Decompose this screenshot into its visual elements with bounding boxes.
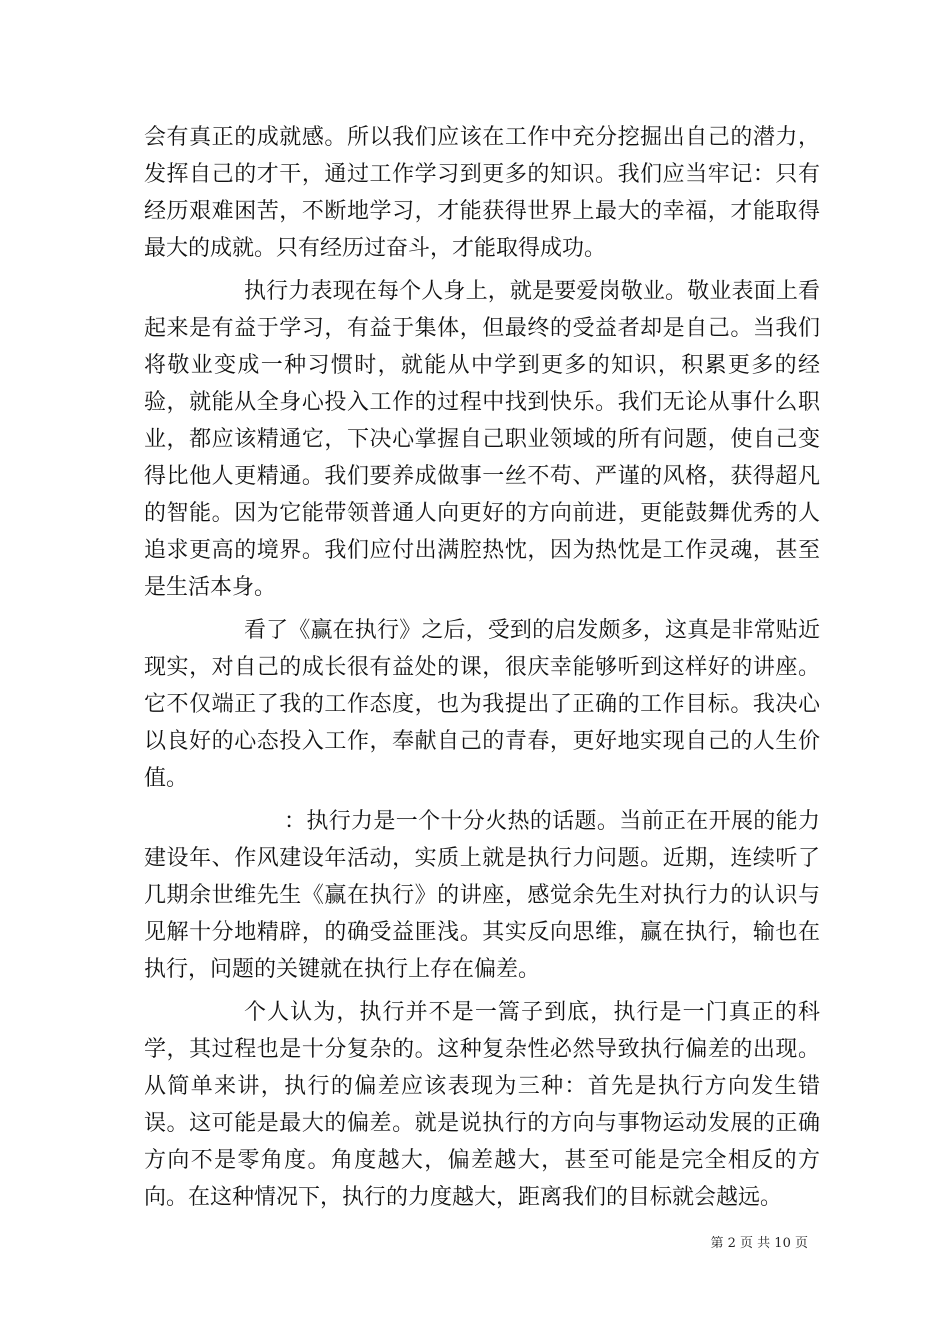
footer-current-page: 2 <box>727 1236 736 1251</box>
footer-suffix: 页 <box>794 1236 808 1251</box>
document-body <box>144 119 820 1222</box>
paragraph-1: 会有真正的成就感。所以我们应该在工作中充分挖掘出自己的潜力，发挥自己的才干，通过工作学习到更多的知识。我们应当牢记：只有经历艰难困苦，不断地学习，才能获得世界上最大的幸福，才能取得最大的成就。只有经历过奋斗，才能取得成功。 <box>144 125 820 261</box>
footer-middle: 页 共 <box>740 1236 771 1251</box>
paragraph-5: 个人认为，执行并不是一篙子到底，执行是一门真正的科学，其过程也是十分复杂的。这种复杂性必然导致执行偏差的出现。从简单来讲，执行的偏差应该表现为三种：首先是执行方向发生错误。这可能是最大的偏差。就是说执行的方向与事物运动发展的正确方向不是零角度。角度越大，偏差越大，甚至可能是完全相反的方向。在这种情况下，执行的力度越大，距离我们的目标就会越远。 <box>144 1000 820 1210</box>
paragraph-4: ：执行力是一个十分火热的话题。当前正在开展的能力建设年、作风建设年活动，实质上就是执行力问题。近期，连续听了几期余世维先生《赢在执行》的讲座，感觉余先生对执行力的认识与见解十分地精辟，的确受益匪浅。其实反向思维，赢在执行，输也在执行，问题的关键就在执行上存在偏差。 <box>144 809 820 982</box>
page-footer <box>0 1232 808 1251</box>
footer-prefix: 第 <box>710 1236 724 1251</box>
paragraph-3: 看了《赢在执行》之后，受到的启发颇多，这真是非常贴近现实，对自己的成长很有益处的课，很庆幸能够听到这样好的讲座。它不仅端正了我的工作态度，也为我提出了正确的工作目标。我决心以良好的心态投入工作，奉献自己的青春，更好地实现自己的人生价值。 <box>144 618 820 791</box>
footer-total-pages: 10 <box>774 1236 791 1251</box>
paragraph-2: 执行力表现在每个人身上，就是要爱岗敬业。敬业表面上看起来是有益于学习，有益于集体，但最终的受益者却是自己。当我们将敬业变成一种习惯时，就能从中学到更多的知识，积累更多的经验，就能从全身心投入工作的过程中找到快乐。我们无论从事什么职业，都应该精通它，下决心掌握自己职业领域的所有问题，使自己变得比他人更精通。我们要养成做事一丝不苟、严谨的风格，获得超凡的智能。因为它能带领普通人向更好的方向前进，更能鼓舞优秀的人追求更高的境界。我们应付出满腔热忱，因为热忱是工作灵魂，甚至是生活本身。 <box>144 279 820 600</box>
